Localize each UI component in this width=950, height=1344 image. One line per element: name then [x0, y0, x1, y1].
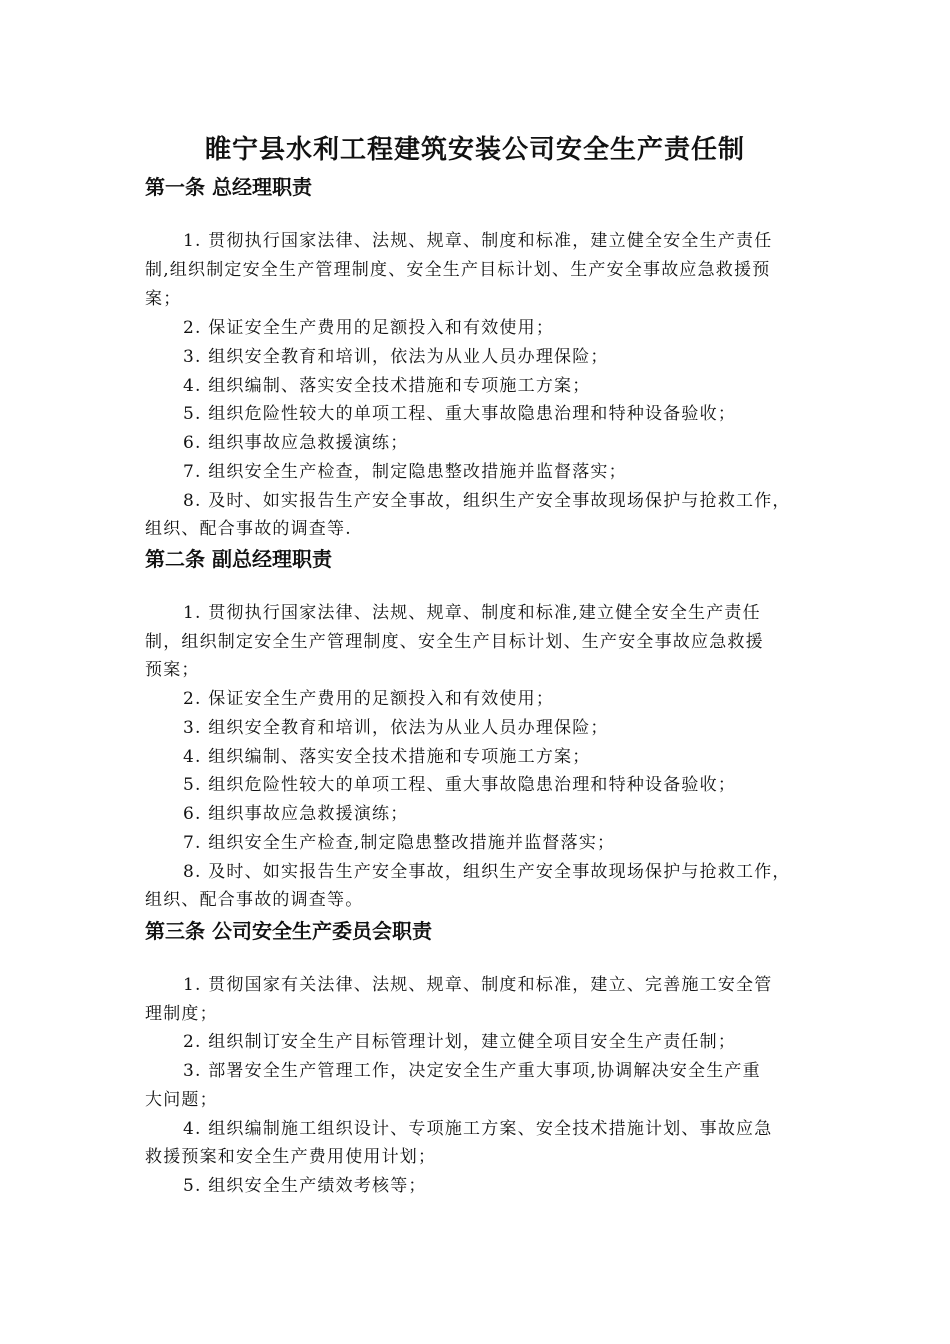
paragraph-line: 7. 组织安全生产检查,制定隐患整改措施并监督落实；	[183, 833, 616, 853]
paragraph-line: 制，组织制定安全生产管理制度、安全生产目标计划、生产安全事故应急救援	[145, 632, 764, 652]
document-title: 睢宁县水利工程建筑安装公司安全生产责任制	[204, 135, 745, 165]
paragraph-line: 2. 保证安全生产费用的足额投入和有效使用；	[183, 689, 555, 709]
paragraph-line: 5. 组织安全生产绩效考核等；	[183, 1176, 427, 1196]
paragraph-line: 3. 组织安全教育和培训，依法为从业人员办理保险；	[183, 347, 609, 367]
section-heading-3: 第三条 公司安全生产委员会职责	[145, 919, 432, 943]
paragraph-line: 8. 及时、如实报告生产安全事故，组织生产安全事故现场保护与抢救工作，	[183, 491, 791, 511]
section-heading-2: 第二条 副总经理职责	[145, 547, 332, 571]
paragraph-line: 6. 组织事故应急救援演练；	[183, 433, 409, 453]
paragraph-line: 2. 保证安全生产费用的足额投入和有效使用；	[183, 318, 555, 338]
paragraph-line: 1. 贯彻执行国家法律、法规、规章、制度和标准，建立健全安全生产责任	[183, 231, 773, 251]
paragraph-line: 理制度；	[145, 1004, 218, 1024]
paragraph-line: 组织、配合事故的调查等。	[145, 890, 364, 910]
paragraph-line: 3. 组织安全教育和培训，依法为从业人员办理保险；	[183, 718, 609, 738]
paragraph-line: 组织、配合事故的调查等.	[145, 519, 352, 539]
paragraph-line: 5. 组织危险性较大的单项工程、重大事故隐患治理和特种设备验收；	[183, 775, 737, 795]
paragraph-line: 案；	[145, 289, 182, 309]
paragraph-line: 5. 组织危险性较大的单项工程、重大事故隐患治理和特种设备验收；	[183, 404, 737, 424]
paragraph-line: 2. 组织制订安全生产目标管理计划，建立健全项目安全生产责任制；	[183, 1032, 737, 1052]
paragraph-line: 3. 部署安全生产管理工作，决定安全生产重大事项,协调解决安全生产重	[183, 1061, 761, 1081]
paragraph-line: 1. 贯彻执行国家法律、法规、规章、制度和标准,建立健全安全生产责任	[183, 603, 761, 623]
paragraph-line: 8. 及时、如实报告生产安全事故，组织生产安全事故现场保护与抢救工作，	[183, 862, 791, 882]
paragraph-line: 7. 组织安全生产检查，制定隐患整改措施并监督落实；	[183, 462, 627, 482]
paragraph-line: 预案；	[145, 660, 200, 680]
paragraph-line: 4. 组织编制施工组织设计、专项施工方案、安全技术措施计划、事故应急	[183, 1119, 773, 1139]
paragraph-line: 大问题；	[145, 1090, 218, 1110]
paragraph-line: 6. 组织事故应急救援演练；	[183, 804, 409, 824]
section-heading-1: 第一条 总经理职责	[145, 175, 312, 199]
paragraph-line: 救援预案和安全生产费用使用计划；	[145, 1147, 437, 1167]
paragraph-line: 1. 贯彻国家有关法律、法规、规章、制度和标准，建立、完善施工安全管	[183, 975, 773, 995]
paragraph-line: 4. 组织编制、落实安全技术措施和专项施工方案；	[183, 376, 591, 396]
paragraph-line: 4. 组织编制、落实安全技术措施和专项施工方案；	[183, 747, 591, 767]
paragraph-line: 制,组织制定安全生产管理制度、安全生产目标计划、生产安全事故应急救援预	[145, 260, 771, 280]
